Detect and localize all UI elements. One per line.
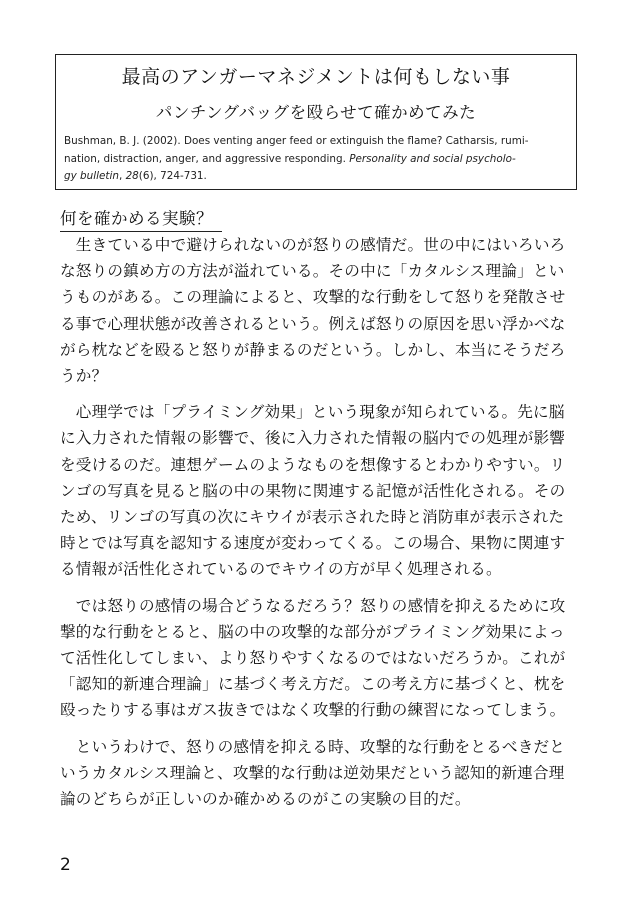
- citation-line: [64, 168, 566, 186]
- paragraph: [60, 593, 580, 724]
- section-heading: 何を確かめる実験？: [60, 205, 222, 232]
- text-line: うものがある。この理論によると、攻撃的な行動をして怒りを発散させ: [60, 288, 566, 307]
- text-line: がら枕などを殴ると怒りが静まるのだという。しかし、本当にそうだろ: [60, 340, 566, 359]
- text-line: な怒りの鎮め方の方法が溢れている。その中に「カタルシス理論」とい: [60, 262, 565, 281]
- paragraph: [60, 232, 580, 389]
- text-line: いうカタルシス理論と、攻撃的な行動は逆効果だという認知的新連合理: [60, 763, 565, 782]
- text-line: る情報が活性化されているのでキウイの方が早く処理される。: [60, 560, 502, 579]
- citation: [64, 133, 566, 186]
- paragraph: [60, 734, 580, 813]
- text-line: 論のどちらが正しいのか確かめるのがこの実験の目的だ。: [60, 790, 471, 809]
- text-line: に入力された情報の影響で、後に入力された情報の脳内での処理が影響: [60, 429, 566, 448]
- text-line: では怒りの感情の場合どうなるだろう？怒りの感情を抑えるために攻: [60, 596, 566, 615]
- citation-line: Bushman, B. J. (2002). Does venting anger feed or extinguish the flame? Catharsis, rumi-: [64, 135, 529, 147]
- article-subtitle: パンチングバッグを殴らせて確かめてみた: [155, 103, 477, 122]
- text-line: 殴ったりする事はガス抜きではなく攻撃的行動の練習になってしまう。: [60, 701, 566, 720]
- text-line: 心理学では「プライミング効果」という現象が知られている。先に脳: [60, 403, 565, 422]
- text-line: て活性化してしまい、より怒りやすくなるのではないだろうか。これが: [60, 649, 566, 668]
- text-line: 撃的な行動をとると、脳の中の攻撃的な部分がプライミング効果によっ: [60, 622, 565, 641]
- citation-volume: 28: [125, 170, 139, 182]
- citation-journal: gy bulletin: [64, 170, 119, 182]
- text-line: る事で心理状態が改善されるという。例えば怒りの原因を思い浮かべな: [60, 314, 566, 333]
- text-line: を受けるのだ。連想ゲームのようなものを想像するとわかりやすい。リ: [60, 455, 566, 474]
- text-line: というわけで、怒りの感情を抑える時、攻撃的な行動をとるべきだと: [60, 737, 566, 756]
- citation-line: [64, 151, 566, 169]
- text-line: ンゴの写真を見ると脳の中の果物に関連する記憶が活性化される。その: [60, 481, 566, 500]
- text-line: 「認知的新連合理論」に基づく考え方だ。この考え方に基づくと、枕を: [60, 675, 566, 694]
- text-line: ため、リンゴの写真の次にキウイが表示された時と消防車が表示された: [60, 508, 565, 527]
- page-number: 2: [60, 855, 71, 875]
- citation-text: ,: [118, 170, 126, 182]
- article-title: 最高のアンガーマネジメントは何もしない事: [121, 66, 511, 88]
- text-line: 時とでは写真を認知する速度が変わってくる。この場合、果物に関連す: [60, 534, 566, 553]
- title-box: [55, 54, 577, 190]
- citation-text: nation, distraction, anger, and aggressive responding.: [64, 152, 350, 165]
- citation-text: (6), 724-731.: [138, 170, 207, 182]
- text-line: うか？: [60, 367, 108, 386]
- citation-journal: Personality and social psycholo-: [349, 152, 516, 165]
- text-line: 生きている中で避けられないのが怒りの感情だ。世の中にはいろいろ: [60, 236, 566, 254]
- paragraph: [60, 399, 580, 582]
- body-text: [60, 232, 580, 822]
